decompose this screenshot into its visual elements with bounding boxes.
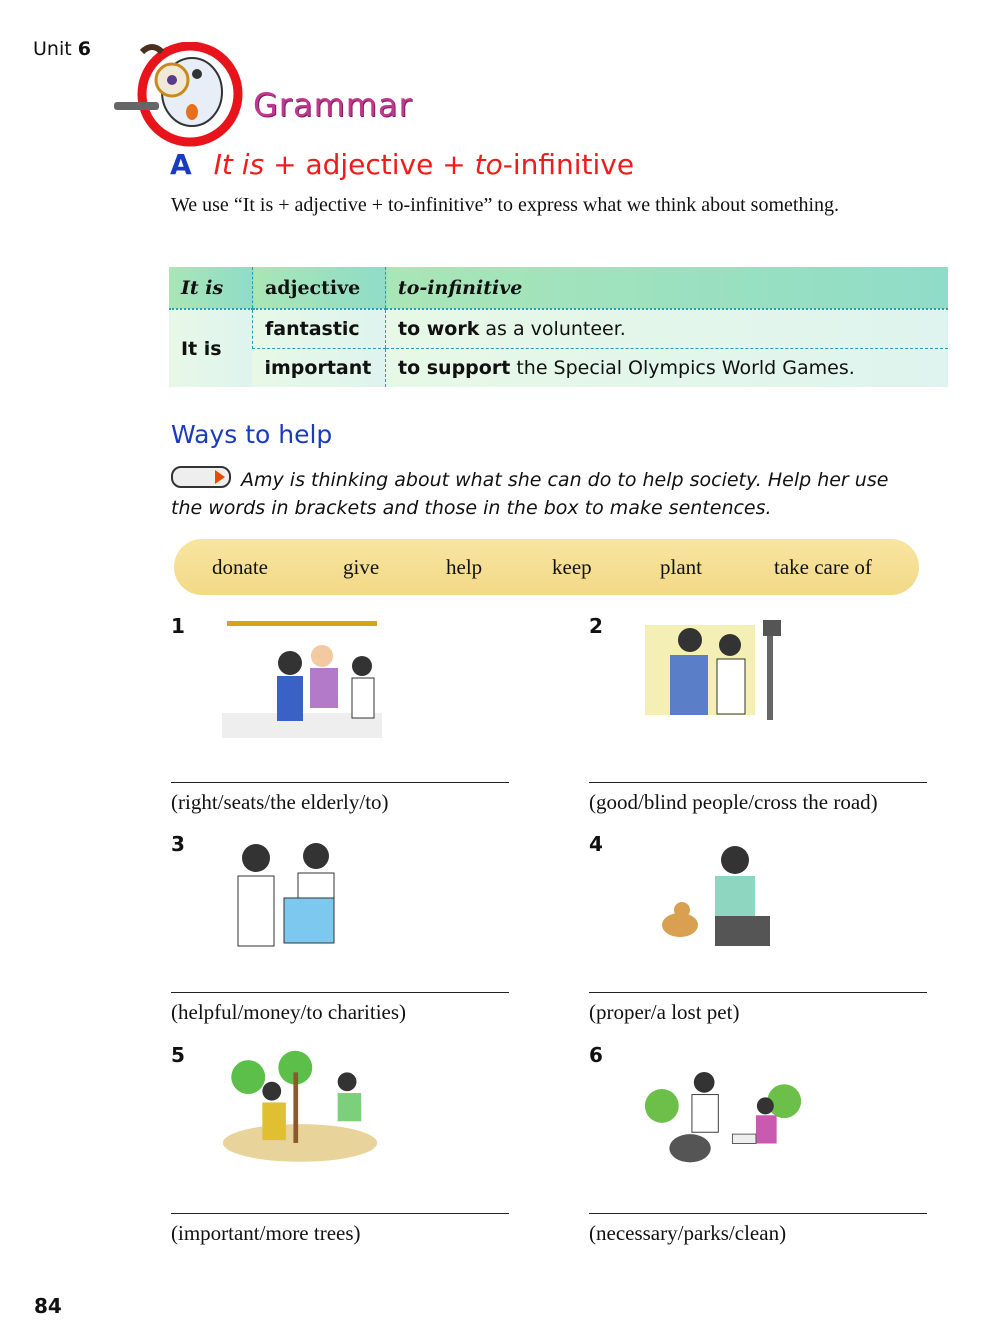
answer-line[interactable] [171,992,509,993]
unit-number: 6 [77,38,91,60]
answer-line[interactable] [171,1213,509,1214]
instruction [171,466,911,522]
exercise-number: 4 [589,832,603,856]
word-box-item: help [446,554,483,579]
unit-label [33,38,91,60]
exercise-hint: (right/seats/the elderly/to) [171,790,389,814]
ways-to-help-heading: Ways to help [171,420,333,449]
word-box-item: give [343,554,380,579]
word-box-item: take care of [774,554,872,579]
exercise-number: 3 [171,832,185,856]
exercise-hint: (necessary/parks/clean) [589,1221,787,1245]
title-part: It is [213,148,265,181]
title-part: + adjective + [264,148,475,181]
word-box-item: plant [660,554,702,579]
page-number: 84 [34,1294,62,1318]
table-row [169,309,948,348]
lost-pet-illustration-icon [650,840,810,960]
audio-toggle-icon [171,466,231,488]
answer-line[interactable] [171,782,509,783]
title-part: -infinitive [502,148,635,181]
table-row [169,349,948,387]
adjective-cell: important [253,349,386,387]
table-header-row [169,267,948,309]
bus-seat-illustration-icon [222,618,382,738]
infinitive-cell: to work as a volunteer. [386,309,949,348]
exercise-number: 6 [589,1043,603,1067]
answer-line[interactable] [589,992,927,993]
answer-line[interactable] [589,1213,927,1214]
intro-text: We use “It is + adjective + to-infinitive” to express what we think about something. [171,194,840,216]
park-cleaning-illustration-icon [643,1060,803,1180]
answer-line[interactable] [589,782,927,783]
charity-donation-illustration-icon [226,838,386,958]
grammar-table [169,267,948,387]
tree-planting-illustration-icon [220,1050,380,1170]
instruction-text: Amy is thinking about what she can do to help society. Help her use the words in brackets and those in the box to make sentences. [171,469,889,519]
unit-text: Unit [33,38,72,60]
exercise-hint: (important/more trees) [171,1221,361,1245]
section-letter: A [170,148,192,181]
title-part: to [474,148,503,181]
exercise-number: 1 [171,614,185,638]
exercise-hint: (proper/a lost pet) [589,1000,740,1024]
exercise-hint: (helpful/money/to charities) [171,1000,407,1024]
section-heading-grammar: Grammar [253,86,413,124]
infinitive-cell: to support the Special Olympics World Games. [386,349,949,387]
subject-cell: It is [169,309,253,387]
exercise-number: 2 [589,614,603,638]
header-it-is: It is [169,267,253,309]
word-box [174,539,919,595]
exercise-hint: (good/blind people/cross the road) [589,790,878,814]
header-to-infinitive: to-infinitive [386,267,949,309]
word-box-item: keep [552,554,592,579]
adjective-cell: fantastic [253,309,386,348]
detective-dog-mascot-icon [112,42,247,147]
section-a-title [170,148,634,181]
crossing-road-illustration-icon [645,615,805,735]
header-adjective: adjective [253,267,386,309]
exercise-number: 5 [171,1043,185,1067]
word-box-item: donate [212,554,268,579]
